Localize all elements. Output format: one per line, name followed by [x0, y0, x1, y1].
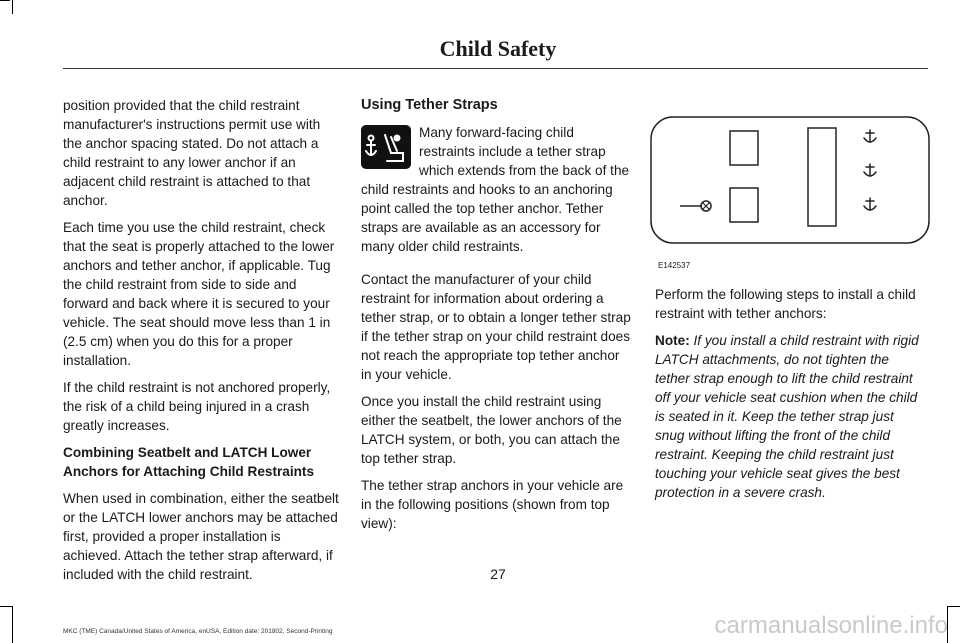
figure-id: E142537: [658, 261, 691, 270]
column-3: [655, 96, 927, 510]
crop-mark: [947, 606, 960, 607]
front-seat-right: [730, 188, 758, 222]
vehicle-outline: [651, 117, 929, 243]
crop-mark: [0, 0, 10, 1]
front-seat-left: [730, 131, 758, 165]
anchor-icon: [864, 164, 876, 176]
paragraph: Each time you use the child restraint, check that the seat is properly attached to the lower anchors and tether anchor, if applicable. Tug the child restraint from side to side and forward and back where it is secured to your vehicle. The seat should move less than 1 in (2.5 cm) when you do this for a proper installation.: [63, 220, 335, 368]
crop-mark: [12, 0, 13, 14]
paragraph: Perform the following steps to install a child restraint with tether anchors:: [655, 287, 916, 321]
anchor-icon: [864, 130, 876, 142]
paragraph: If the child restraint is not anchored properly, the risk of a child being injured in a crash greatly increases.: [63, 380, 331, 433]
paragraph: The tether strap anchors in your vehicle are in the following positions (shown from top view):: [361, 478, 624, 531]
page-number: 27: [490, 566, 506, 582]
watermark: carmanualsonline.info: [714, 612, 948, 639]
paragraph: Once you install the child restraint using either the seatbelt, the lower anchors of the LATCH system, or both, you can attach the top tether strap.: [361, 394, 622, 466]
anchor-icon: [864, 198, 876, 210]
paragraph: Contact the manufacturer of your child restraint for information about ordering a tether strap, or to obtain a longer tether strap if the tether strap on your child restraint does not reach the appropriate top tether anchor in your vehicle.: [361, 272, 631, 382]
paragraph: position provided that the child restraint manufacturer's instructions permit use with the anchor spacing stated. Do not attach a child restraint to any lower anchor if an adjacent child restraint is attached to that anchor.: [63, 98, 321, 208]
paragraph: When used in combination, either the seatbelt or the LATCH lower anchors may be attached first, provided a proper installation is achieved. Attach the tether strap afterward, if included with the child restraint.: [63, 491, 339, 582]
column-2: [361, 96, 631, 541]
child-seat-tether-icon: [361, 125, 411, 169]
crop-mark: [12, 606, 13, 643]
page-title: Child Safety: [439, 36, 557, 61]
section-heading: Using Tether Straps: [361, 97, 498, 113]
note-label: Note:: [655, 333, 690, 348]
paragraph: Many forward-facing child restraints include a tether strap which extends from the back of the child restraints and hooks to an anchoring point called the top tether anchor. Tether straps are available as an accessory for many older child restraints.: [361, 125, 630, 254]
note: [655, 331, 927, 502]
note-text: If you install a child restraint with rigid LATCH attachments, do not tighten the tether strap enough to lift the child restraint off your vehicle seat cushion when the child is seated in it. Keep the tether strap just snug without lifting the front of the child restraint. Keeping the child restraint just touching your vehicle seat gives the best protection in a severe crash.: [655, 333, 919, 500]
tether-anchor-diagram: [650, 116, 930, 244]
column-1: [63, 96, 340, 592]
edition-footer: MKC (TME) Canada/United States of America, enUSA, Edition date: 201802, Second-Printing: [63, 628, 333, 635]
rear-bench-seat: [808, 128, 836, 226]
header-divider: [63, 68, 928, 69]
subheading: Combining Seatbelt and LATCH Lower Anchors for Attaching Child Restraints: [63, 445, 314, 479]
